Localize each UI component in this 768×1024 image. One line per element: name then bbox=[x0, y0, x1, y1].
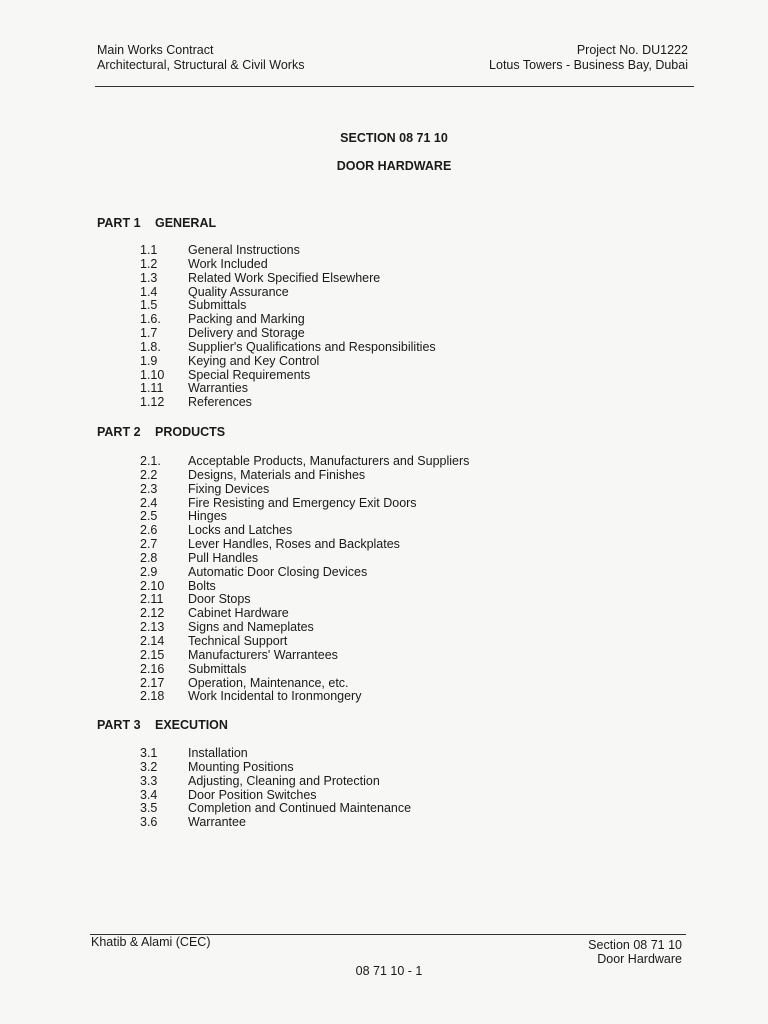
page-number: 08 71 10 - 1 bbox=[355, 964, 423, 978]
item-label: Submittals bbox=[188, 298, 247, 313]
list-item bbox=[140, 355, 436, 369]
item-number: 1.3 bbox=[140, 270, 158, 285]
item-number: 3.3 bbox=[140, 773, 158, 788]
document-title: DOOR HARDWARE bbox=[336, 159, 452, 173]
list-item bbox=[140, 396, 436, 410]
list-item bbox=[140, 690, 469, 704]
item-label: Mounting Positions bbox=[188, 759, 294, 774]
list-item bbox=[140, 677, 469, 691]
part-title: EXECUTION bbox=[155, 718, 228, 732]
list-item bbox=[140, 802, 411, 816]
item-label: Completion and Continued Maintenance bbox=[188, 801, 412, 816]
item-number: 3.4 bbox=[140, 787, 158, 802]
item-number: 3.6 bbox=[140, 815, 158, 830]
list-item bbox=[140, 552, 469, 566]
list-item bbox=[140, 369, 436, 383]
item-label: Cabinet Hardware bbox=[188, 606, 289, 621]
list-item bbox=[140, 327, 436, 341]
item-label: Submittals bbox=[188, 661, 247, 676]
item-number: 2.1. bbox=[140, 454, 161, 468]
part-2-items bbox=[140, 455, 469, 704]
item-number: 2.16 bbox=[140, 661, 165, 676]
item-label: Warranties bbox=[188, 381, 248, 396]
item-label: Signs and Nameplates bbox=[188, 620, 314, 635]
item-label: Special Requirements bbox=[188, 367, 311, 382]
list-item bbox=[140, 761, 411, 775]
item-number: 3.1 bbox=[140, 746, 158, 760]
item-number: 2.9 bbox=[140, 564, 158, 579]
list-item bbox=[140, 469, 469, 483]
list-item bbox=[140, 775, 411, 789]
item-label: General Instructions bbox=[188, 243, 300, 257]
item-label: Work Incidental to Ironmongery bbox=[188, 689, 362, 704]
list-item bbox=[140, 341, 436, 355]
item-label: Operation, Maintenance, etc. bbox=[188, 675, 349, 690]
item-label: Pull Handles bbox=[188, 550, 259, 565]
item-number: 2.18 bbox=[140, 689, 165, 704]
item-number: 2.14 bbox=[140, 633, 165, 648]
item-number: 2.10 bbox=[140, 578, 165, 593]
list-item bbox=[140, 816, 411, 830]
item-number: 1.7 bbox=[140, 326, 158, 341]
item-number: 2.3 bbox=[140, 481, 158, 496]
project-number: Project No. DU1222 bbox=[576, 43, 688, 57]
list-item bbox=[140, 510, 469, 524]
part-1-items bbox=[140, 244, 436, 410]
list-item bbox=[140, 747, 411, 761]
item-number: 1.12 bbox=[140, 395, 165, 410]
list-item bbox=[140, 538, 469, 552]
item-number: 1.10 bbox=[140, 367, 165, 382]
item-label: Delivery and Storage bbox=[188, 326, 305, 341]
item-number: 1.9 bbox=[140, 353, 158, 368]
item-number: 2.8 bbox=[140, 550, 158, 565]
item-number: 2.11 bbox=[140, 592, 164, 607]
part-title: PRODUCTS bbox=[155, 425, 226, 439]
item-number: 1.6. bbox=[140, 312, 161, 327]
item-label: References bbox=[188, 395, 252, 410]
item-label: Supplier's Qualifications and Responsibilities bbox=[188, 339, 436, 354]
footer-title: Door Hardware bbox=[597, 952, 682, 966]
list-item bbox=[140, 607, 469, 621]
contract-name: Main Works Contract bbox=[97, 43, 214, 57]
item-number: 1.1 bbox=[140, 243, 158, 257]
header-divider bbox=[95, 86, 694, 87]
part-number: PART 2 bbox=[97, 425, 141, 439]
part-3-items bbox=[140, 747, 411, 830]
list-item bbox=[140, 580, 469, 594]
list-item bbox=[140, 566, 469, 580]
item-number: 1.8. bbox=[140, 339, 161, 354]
footer-section: Section 08 71 10 bbox=[588, 938, 682, 952]
item-label: Fixing Devices bbox=[188, 481, 270, 496]
item-label: Lever Handles, Roses and Backplates bbox=[188, 537, 400, 552]
item-number: 2.6 bbox=[140, 523, 158, 538]
list-item bbox=[140, 286, 436, 300]
item-number: 1.5 bbox=[140, 298, 158, 313]
item-number: 2.7 bbox=[140, 537, 158, 552]
item-label: Packing and Marking bbox=[188, 312, 305, 327]
list-item bbox=[140, 455, 469, 469]
item-label: Adjusting, Cleaning and Protection bbox=[188, 773, 380, 788]
item-number: 2.12 bbox=[140, 606, 165, 621]
works-description: Architectural, Structural & Civil Works bbox=[97, 58, 305, 72]
item-label: Quality Assurance bbox=[188, 284, 289, 299]
item-label: Fire Resisting and Emergency Exit Doors bbox=[188, 495, 417, 510]
list-item bbox=[140, 497, 469, 511]
item-number: 3.5 bbox=[140, 801, 158, 816]
list-item bbox=[140, 649, 469, 663]
header-right bbox=[489, 43, 688, 73]
item-number: 2.2 bbox=[140, 467, 158, 482]
section-title: SECTION 08 71 10 bbox=[340, 131, 448, 145]
part-title: GENERAL bbox=[155, 216, 217, 230]
item-label: Keying and Key Control bbox=[188, 353, 320, 368]
item-label: Related Work Specified Elsewhere bbox=[188, 270, 381, 285]
item-number: 1.2 bbox=[140, 256, 158, 271]
list-item bbox=[140, 244, 436, 258]
list-item bbox=[140, 663, 469, 677]
item-number: 2.4 bbox=[140, 495, 158, 510]
item-label: Bolts bbox=[188, 578, 216, 593]
list-item bbox=[140, 258, 436, 272]
item-number: 2.5 bbox=[140, 509, 158, 524]
list-item bbox=[140, 635, 469, 649]
item-number: 2.13 bbox=[140, 620, 165, 635]
item-number: 3.2 bbox=[140, 759, 158, 774]
item-label: Locks and Latches bbox=[188, 523, 293, 538]
list-item bbox=[140, 272, 436, 286]
item-label: Door Stops bbox=[188, 592, 251, 607]
list-item bbox=[140, 524, 469, 538]
item-label: Hinges bbox=[188, 509, 227, 524]
part-number: PART 3 bbox=[97, 718, 141, 732]
footer-right bbox=[588, 938, 682, 966]
list-item bbox=[140, 299, 436, 313]
item-number: 2.17 bbox=[140, 675, 165, 690]
item-label: Warrantee bbox=[188, 815, 246, 830]
item-number: 2.15 bbox=[140, 647, 165, 662]
item-label: Manufacturers' Warrantees bbox=[188, 647, 338, 662]
part-3-heading bbox=[97, 718, 228, 732]
list-item bbox=[140, 483, 469, 497]
item-label: Technical Support bbox=[188, 633, 288, 648]
list-item bbox=[140, 313, 436, 327]
item-label: Installation bbox=[188, 746, 248, 760]
list-item bbox=[140, 382, 436, 396]
item-label: Automatic Door Closing Devices bbox=[188, 564, 368, 579]
project-location: Lotus Towers - Business Bay, Dubai bbox=[489, 58, 688, 72]
part-number: PART 1 bbox=[97, 216, 141, 230]
part-1-heading bbox=[97, 216, 216, 230]
part-2-heading bbox=[97, 425, 225, 439]
footer-company: Khatib & Alami (CEC) bbox=[91, 935, 211, 949]
item-number: 1.4 bbox=[140, 284, 158, 299]
item-label: Acceptable Products, Manufacturers and Suppliers bbox=[188, 454, 470, 468]
list-item bbox=[140, 593, 469, 607]
header-left bbox=[97, 43, 304, 73]
list-item bbox=[140, 621, 469, 635]
item-label: Door Position Switches bbox=[188, 787, 317, 802]
list-item bbox=[140, 789, 411, 803]
item-label: Designs, Materials and Finishes bbox=[188, 467, 366, 482]
item-number: 1.11 bbox=[140, 381, 164, 396]
item-label: Work Included bbox=[188, 256, 268, 271]
